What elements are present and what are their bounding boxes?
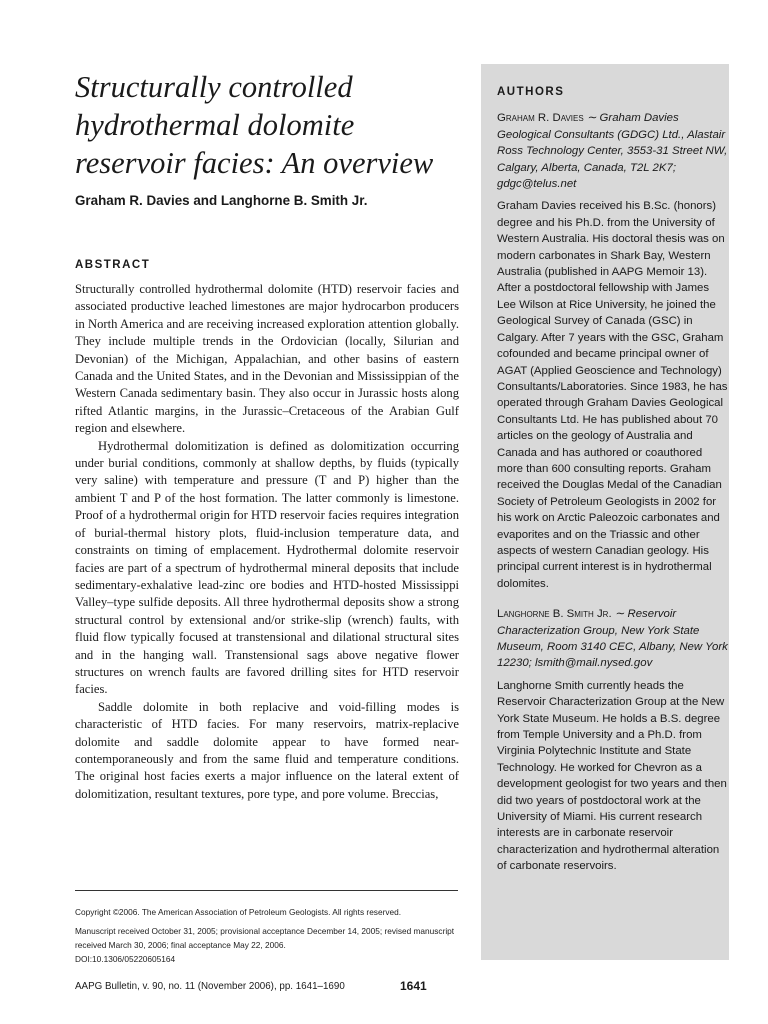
author-affiliation <box>497 606 731 672</box>
author-name: Graham R. Davies <box>497 112 584 125</box>
journal-citation: AAPG Bulletin, v. 90, no. 11 (November 2006), pp. 1641–1690 <box>75 981 345 992</box>
title-line: reservoir facies: An overview <box>75 146 434 180</box>
author-byline: Graham R. Davies and Langhorne B. Smith Jr. <box>75 193 368 208</box>
abstract-body <box>75 281 459 803</box>
authors-heading: AUTHORS <box>497 86 565 98</box>
abstract-heading: ABSTRACT <box>75 259 151 271</box>
copyright-notice: Copyright ©2006. The American Association of Petroleum Geologists. All rights reserved. <box>75 907 402 917</box>
affiliation-text: ∼ Graham Davies Geological Consultants (GDGC) Ltd., Alastair Ross Technology Center, 3553-31 Street NW, Calgary, Alberta, Canada, T2L 2K7; gdgc@telus.net <box>497 112 728 191</box>
author-name: Langhorne B. Smith Jr. <box>497 608 612 621</box>
copyright-block <box>75 905 460 966</box>
author-bio: Langhorne Smith currently heads the Reservoir Characterization Group at the New York State Museum. He holds a B.S. degree from Temple University and a Ph.D. from Virginia Polytechnic Institute and State Technology. He worked for Chevron as a development geologist for two years and then did two years of postdoctoral work at the University of Miami. His current research interests are in carbonate reservoir characterization and hydrothermal alteration of carbonate reservoirs. <box>497 679 727 873</box>
abstract-paragraph: Saddle dolomite in both replacive and void-filling modes is characteristic of HTD facies. For many reservoirs, matrix-replacive dolomite and saddle dolomite appear to have formed near-contemporaneously and from the same fluid and temperature conditions. The original host facies exerts a major influence on the lateral extent of dolomitization, resultant textures, pore type, and pore volume. Breccias, <box>75 699 459 801</box>
title-line: Structurally controlled <box>75 70 353 104</box>
author-affiliation <box>497 110 731 192</box>
authors-sidebar-content <box>497 84 731 889</box>
author-bio: Graham Davies received his B.Sc. (honors) degree and his Ph.D. from the University of Western Australia. His doctoral thesis was on modern carbonates in Shark Bay, Western Australia (published in AAPG Memoir 13). After a postdoctoral fellowship with James Lee Wilson at Rice University, he joined the Geological Survey of Canada (GSC) in Calgary. After 7 years with the GSC, Graham cofounded and became principal owner of AGAT (Applied Geoscience and Technology) Consultants/Laboratories. Since 1983, he has operated through Graham Davies Geological Consultants Ltd. He has published about 70 articles on the geology of Australia and Canada and has authored or coauthored more than 600 consulting reports. Graham received the Douglas Medal of the Canadian Society of Petroleum Geologists in 2002 for his work on Arctic Paleozoic carbonates and evaporites and on the Triassic and other aspects of western Canadian geology. His principal current interest is in hydrothermal dolomites. <box>497 200 728 590</box>
abstract-paragraph: Structurally controlled hydrothermal dolomite (HTD) reservoir facies and associated productive leached limestones are major hydrocarbon producers in North America and are receiving increased exploration attention globally. They include multiple trends in the Ordovician (locally, Silurian and Devonian) of the Michigan, Appalachian, and other basins of eastern Canada and the United States, and in the Devonian and Mississippian of the Western Canada sedimentary basin. They also occur in Jurassic hosts along rifted Atlantic margins, in the Jurassic–Cretaceous of the Arabian Gulf region and elsewhere. <box>75 282 459 436</box>
title-line: hydrothermal dolomite <box>75 108 355 142</box>
footnote-divider <box>75 890 458 891</box>
doi: DOI:10.1306/05220605164 <box>75 954 176 964</box>
affiliation-text: ∼ Reservoir Characterization Group, New York State Museum, Room 3140 CEC, Albany, New York 12230; lsmith@mail.nysed.gov <box>497 608 728 670</box>
page-number: 1641 <box>400 979 427 993</box>
abstract-paragraph: Hydrothermal dolomitization is defined as dolomitization occurring under burial conditions, commonly at shallow depths, by fluids (typically very saline) with temperature and pressure (T and P) higher than the ambient T and P of the host formation. The latter commonly is limestone. Proof of a hydrothermal origin for HTD reservoir facies requires integration of burial-thermal history plots, fluid-inclusion temperature data, and constraints on timing of emplacement. Hydrothermal dolomite reservoir facies are part of a spectrum of hydrothermal mineral deposits that include sedimentary-exhalative lead-zinc ore bodies and HTD-hosted Mississippi Valley–type sulfide deposits. All three hydrothermal deposits show a strong structural control by extensional and/or strike-slip (wrench) faults, with fluid flow typically focused at transtensional and dilational structural sites and in the hanging wall. Transtensional sags above negative flower structures on wrench faults are favored drilling sites for HTD reservoir facies. <box>75 438 459 697</box>
article-title <box>75 68 465 182</box>
manuscript-history: Manuscript received October 31, 2005; provisional acceptance December 14, 2005; revised manuscript received March 30, 2006; final acceptance May 22, 2006. <box>75 926 455 950</box>
